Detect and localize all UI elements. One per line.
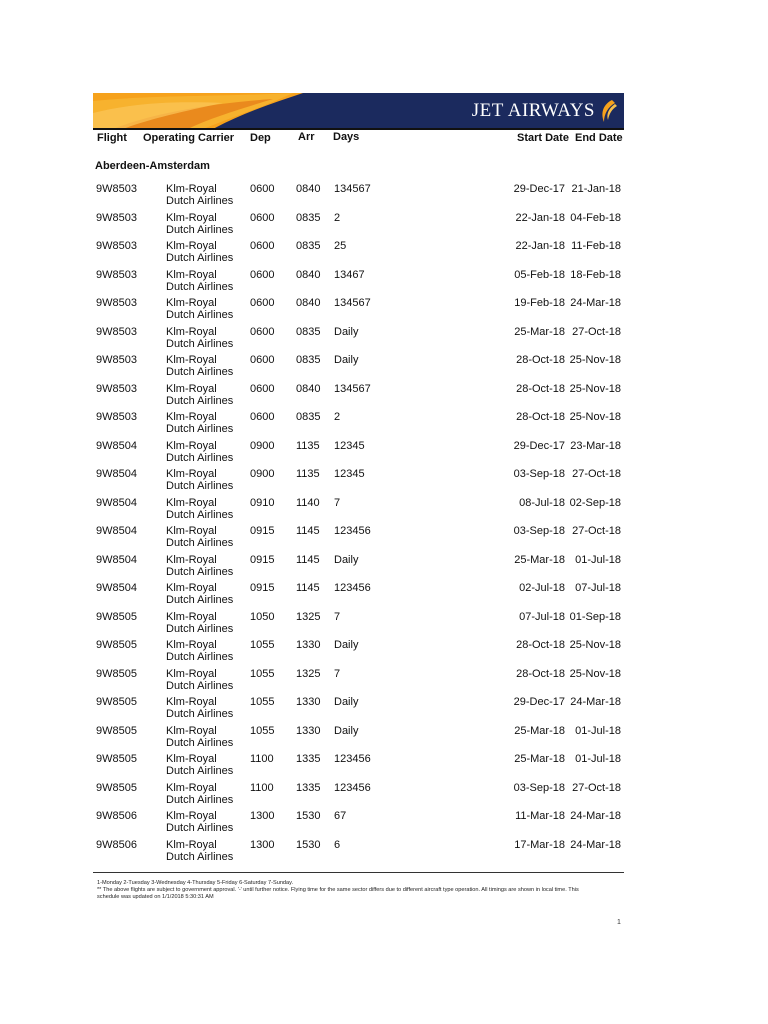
table-row [0, 240, 768, 269]
cell-start: 17-Mar-18 [514, 838, 565, 851]
cell-start: 25-Mar-18 [514, 325, 565, 338]
cell-days: 123456 [334, 582, 371, 594]
cell-start: 22-Jan-18 [515, 211, 565, 224]
cell-arr: 1530 [296, 838, 321, 851]
schedule-table [0, 183, 768, 867]
cell-days: 12345 [334, 468, 365, 480]
cell-flight: 9W8503 [96, 325, 137, 338]
table-row [0, 554, 768, 583]
cell-start: 22-Jan-18 [515, 240, 565, 252]
cell-end: 27-Oct-18 [572, 525, 621, 537]
cell-flight: 9W8503 [96, 297, 137, 309]
cell-start: 29-Dec-17 [513, 439, 565, 452]
column-header-carrier: Operating Carrier [143, 132, 235, 144]
cell-flight: 9W8504 [96, 582, 137, 594]
table-row [0, 212, 768, 241]
cell-end: 01-Sep-18 [569, 610, 621, 623]
cell-flight: 9W8503 [96, 354, 137, 366]
cell-days: 7 [334, 667, 341, 680]
cell-start: 25-Mar-18 [514, 553, 565, 566]
cell-carrier: Klm-Royal Dutch Airlines [166, 325, 234, 350]
cell-dep: 0915 [250, 582, 275, 594]
cell-arr: 0835 [296, 211, 321, 224]
cell-dep: 0910 [250, 496, 275, 509]
cell-arr: 0835 [296, 325, 321, 338]
cell-days: 123456 [334, 781, 371, 794]
cell-arr: 1335 [296, 753, 321, 765]
cell-end: 24-Mar-18 [570, 810, 621, 822]
cell-arr: 1325 [296, 667, 321, 680]
footnote-days-legend: 1-Monday 2-Tuesday 3-Wednesday 4-Thursday 5-Friday 6-Saturday 7-Sunday. [97, 880, 294, 886]
cell-dep: 0600 [250, 268, 275, 281]
cell-dep: 0600 [250, 240, 275, 252]
cell-end: 18-Feb-18 [570, 268, 621, 281]
table-row [0, 440, 768, 469]
cell-flight: 9W8504 [96, 439, 137, 452]
cell-days: 134567 [334, 183, 371, 195]
cell-arr: 1335 [296, 781, 321, 794]
cell-end: 01-Jul-18 [575, 553, 621, 566]
cell-carrier: Klm-Royal Dutch Airlines [166, 496, 234, 521]
cell-start: 19-Feb-18 [514, 297, 565, 309]
table-row [0, 810, 768, 839]
cell-days: 6 [334, 838, 341, 851]
column-header-end-date: End Date [575, 132, 623, 144]
cell-end: 27-Oct-18 [572, 781, 621, 794]
cell-dep: 0600 [250, 211, 275, 224]
cell-flight: 9W8504 [96, 496, 137, 509]
cell-dep: 1055 [250, 639, 275, 651]
cell-start: 29-Dec-17 [513, 696, 565, 708]
cell-end: 25-Nov-18 [569, 639, 621, 651]
cell-start: 05-Feb-18 [514, 268, 565, 281]
cell-end: 04-Feb-18 [570, 211, 621, 224]
cell-arr: 1330 [296, 696, 321, 708]
cell-arr: 1530 [296, 810, 321, 822]
cell-arr: 0835 [296, 354, 321, 366]
cell-carrier: Klm-Royal Dutch Airlines [166, 582, 234, 606]
cell-arr: 0835 [296, 411, 321, 423]
cell-start: 03-Sep-18 [513, 781, 565, 794]
cell-days: Daily [334, 354, 359, 366]
cell-arr: 0840 [296, 297, 321, 309]
header-banner [93, 93, 624, 129]
table-row [0, 725, 768, 754]
table-row [0, 497, 768, 526]
cell-dep: 0900 [250, 468, 275, 480]
cell-flight: 9W8503 [96, 240, 137, 252]
cell-carrier: Klm-Royal Dutch Airlines [166, 439, 234, 464]
table-row [0, 582, 768, 611]
column-header-start-date: Start Date [517, 132, 569, 144]
cell-arr: 0840 [296, 382, 321, 395]
cell-carrier: Klm-Royal Dutch Airlines [166, 211, 234, 236]
table-row [0, 696, 768, 725]
cell-arr: 1140 [296, 496, 320, 509]
cell-arr: 1330 [296, 639, 321, 651]
cell-start: 29-Dec-17 [513, 183, 565, 195]
cell-end: 27-Oct-18 [572, 325, 621, 338]
cell-carrier: Klm-Royal Dutch Airlines [166, 639, 234, 663]
cell-days: 13467 [334, 268, 365, 281]
page-number: 1 [617, 919, 621, 926]
cell-end: 25-Nov-18 [569, 667, 621, 680]
cell-end: 24-Mar-18 [570, 838, 621, 851]
brand-name: JET AIRWAYS [471, 100, 595, 121]
cell-flight: 9W8505 [96, 696, 137, 708]
cell-days: 25 [334, 240, 347, 252]
cell-days: 12345 [334, 439, 365, 452]
cell-days: 134567 [334, 297, 371, 309]
cell-start: 28-Oct-18 [516, 639, 565, 651]
cell-days: 123456 [334, 525, 371, 537]
table-row [0, 839, 768, 868]
cell-arr: 1145 [296, 553, 320, 566]
cell-arr: 1145 [296, 582, 320, 594]
cell-carrier: Klm-Royal Dutch Airlines [166, 753, 234, 777]
cell-arr: 1135 [296, 439, 320, 452]
cell-days: 2 [334, 211, 341, 224]
table-row [0, 611, 768, 640]
table-row [0, 297, 768, 326]
cell-flight: 9W8505 [96, 639, 137, 651]
cell-days: Daily [334, 724, 359, 737]
cell-days: Daily [334, 639, 359, 651]
cell-end: 27-Oct-18 [572, 468, 621, 480]
table-row [0, 525, 768, 554]
cell-arr: 0840 [296, 268, 321, 281]
cell-start: 11-Mar-18 [515, 810, 565, 822]
cell-flight: 9W8505 [96, 724, 137, 737]
cell-flight: 9W8505 [96, 610, 137, 623]
cell-carrier: Klm-Royal Dutch Airlines [166, 297, 234, 321]
table-row [0, 468, 768, 497]
cell-start: 28-Oct-18 [516, 382, 565, 395]
cell-flight: 9W8504 [96, 553, 137, 566]
cell-carrier: Klm-Royal Dutch Airlines [166, 183, 234, 207]
cell-start: 25-Mar-18 [514, 753, 565, 765]
route-title: Aberdeen-Amsterdam [95, 160, 210, 172]
cell-carrier: Klm-Royal Dutch Airlines [166, 667, 234, 692]
cell-end: 02-Sep-18 [569, 496, 621, 509]
cell-end: 25-Nov-18 [569, 411, 621, 423]
cell-arr: 1145 [296, 525, 320, 537]
cell-carrier: Klm-Royal Dutch Airlines [166, 525, 234, 549]
cell-start: 28-Oct-18 [516, 667, 565, 680]
cell-start: 28-Oct-18 [516, 411, 565, 423]
cell-arr: 1325 [296, 610, 321, 623]
cell-dep: 1055 [250, 724, 275, 737]
cell-dep: 0600 [250, 183, 275, 195]
cell-end: 25-Nov-18 [569, 354, 621, 366]
cell-flight: 9W8505 [96, 781, 137, 794]
cell-days: 7 [334, 610, 341, 623]
cell-days: Daily [334, 553, 359, 566]
table-row [0, 383, 768, 412]
cell-days: Daily [334, 325, 359, 338]
cell-dep: 1300 [250, 810, 275, 822]
cell-flight: 9W8505 [96, 667, 137, 680]
cell-dep: 0900 [250, 439, 275, 452]
cell-arr: 1135 [296, 468, 320, 480]
cell-flight: 9W8506 [96, 838, 137, 851]
cell-flight: 9W8503 [96, 411, 137, 423]
cell-end: 11-Feb-18 [571, 240, 621, 252]
cell-flight: 9W8505 [96, 753, 137, 765]
cell-dep: 0915 [250, 553, 275, 566]
cell-dep: 1100 [250, 753, 274, 765]
column-header-flight: Flight [97, 132, 127, 144]
cell-dep: 1100 [250, 781, 274, 794]
cell-dep: 0600 [250, 382, 275, 395]
cell-start: 07-Jul-18 [519, 610, 565, 623]
table-row [0, 782, 768, 811]
table-row [0, 183, 768, 212]
cell-carrier: Klm-Royal Dutch Airlines [166, 411, 234, 435]
cell-dep: 1050 [250, 610, 275, 623]
table-row [0, 668, 768, 697]
cell-dep: 1300 [250, 838, 275, 851]
cell-carrier: Klm-Royal Dutch Airlines [166, 268, 234, 293]
cell-flight: 9W8503 [96, 211, 137, 224]
cell-start: 03-Sep-18 [513, 525, 565, 537]
table-row [0, 269, 768, 298]
cell-carrier: Klm-Royal Dutch Airlines [166, 240, 234, 264]
table-row [0, 639, 768, 668]
cell-end: 07-Jul-18 [575, 582, 621, 594]
cell-days: 67 [334, 810, 347, 822]
cell-carrier: Klm-Royal Dutch Airlines [166, 838, 234, 863]
cell-carrier: Klm-Royal Dutch Airlines [166, 781, 234, 806]
cell-end: 24-Mar-18 [570, 696, 621, 708]
cell-carrier: Klm-Royal Dutch Airlines [166, 354, 234, 378]
cell-flight: 9W8503 [96, 382, 137, 395]
cell-dep: 0600 [250, 297, 275, 309]
footnote [97, 880, 597, 902]
cell-carrier: Klm-Royal Dutch Airlines [166, 610, 234, 635]
swoosh-graphic [93, 93, 393, 129]
cell-end: 21-Jan-18 [571, 183, 621, 195]
cell-carrier: Klm-Royal Dutch Airlines [166, 553, 234, 578]
cell-flight: 9W8504 [96, 468, 137, 480]
cell-days: 2 [334, 411, 341, 423]
column-header-dep: Dep [250, 132, 271, 144]
column-header-arr: Arr [298, 131, 315, 143]
cell-start: 28-Oct-18 [516, 354, 565, 366]
cell-arr: 0840 [296, 183, 321, 195]
cell-start: 03-Sep-18 [513, 468, 565, 480]
cell-dep: 0600 [250, 354, 275, 366]
cell-end: 24-Mar-18 [570, 297, 621, 309]
cell-days: 7 [334, 496, 341, 509]
cell-end: 01-Jul-18 [575, 724, 621, 737]
cell-flight: 9W8504 [96, 525, 137, 537]
cell-flight: 9W8503 [96, 268, 137, 281]
cell-days: 123456 [334, 753, 371, 765]
cell-end: 01-Jul-18 [575, 753, 621, 765]
cell-days: Daily [334, 696, 359, 708]
cell-arr: 1330 [296, 724, 321, 737]
cell-end: 23-Mar-18 [570, 439, 621, 452]
table-row [0, 354, 768, 383]
cell-dep: 0915 [250, 525, 275, 537]
cell-carrier: Klm-Royal Dutch Airlines [166, 468, 234, 492]
cell-dep: 1055 [250, 696, 275, 708]
table-row [0, 753, 768, 782]
cell-flight: 9W8506 [96, 810, 137, 822]
cell-start: 25-Mar-18 [514, 724, 565, 737]
cell-dep: 0600 [250, 325, 275, 338]
brand [472, 98, 618, 124]
cell-dep: 1055 [250, 667, 275, 680]
cell-carrier: Klm-Royal Dutch Airlines [166, 696, 234, 720]
cell-dep: 0600 [250, 411, 275, 423]
cell-start: 02-Jul-18 [519, 582, 565, 594]
cell-flight: 9W8503 [96, 183, 137, 195]
footnote-disclaimer: ** The above flights are subject to government approval. '-' until further notice. Flying time for the same sector differs due to different aircraft type operation. All timings are shown in local time. This schedule was updated on 1/1/2018 5:30:31 AM [97, 887, 579, 901]
cell-start: 08-Jul-18 [519, 496, 565, 509]
sun-logo-icon [598, 98, 618, 124]
cell-days: 134567 [334, 382, 371, 395]
cell-arr: 0835 [296, 240, 321, 252]
cell-carrier: Klm-Royal Dutch Airlines [166, 382, 234, 407]
cell-carrier: Klm-Royal Dutch Airlines [166, 724, 234, 749]
footer-rule [93, 872, 624, 873]
table-row [0, 326, 768, 355]
cell-end: 25-Nov-18 [569, 382, 621, 395]
table-row [0, 411, 768, 440]
cell-carrier: Klm-Royal Dutch Airlines [166, 810, 234, 834]
column-header-days: Days [333, 131, 360, 143]
